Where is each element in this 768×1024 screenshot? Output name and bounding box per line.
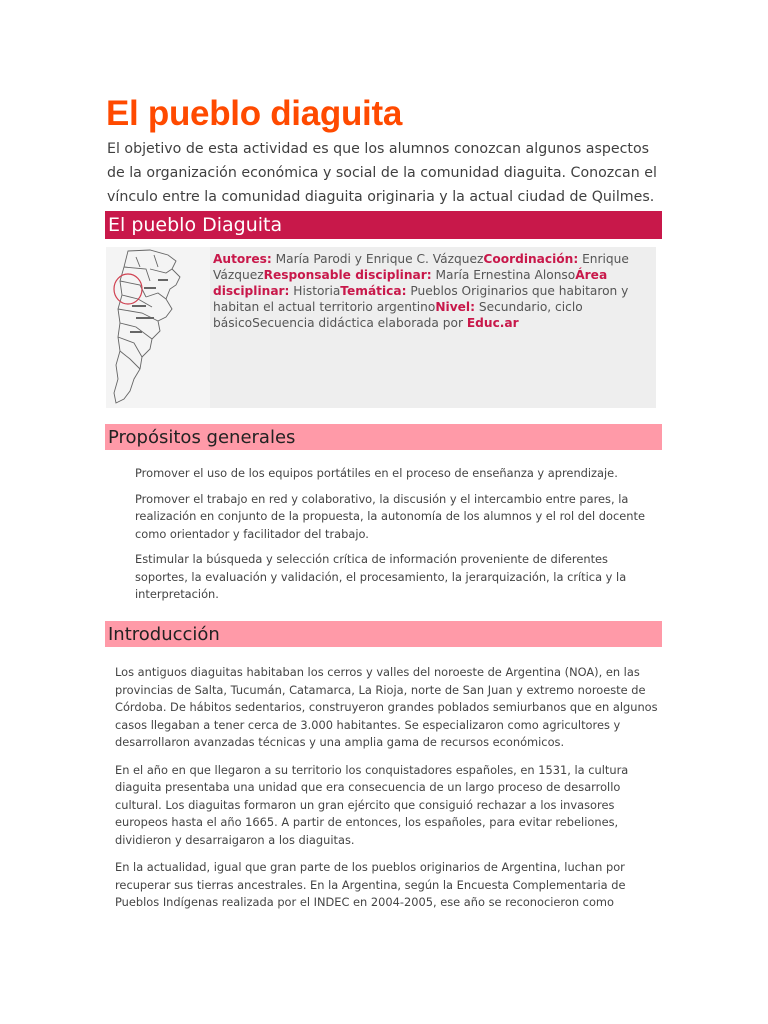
educar-link[interactable]: Educ.ar (466, 316, 519, 330)
introduction-paragraph: En la actualidad, igual que gran parte de los pueblos originarios de Argentina, luchan por recuperar sus tierras ancestrales. En la Argentina, según la Encuesta Complementaria de Pueblos Indígenas realizada por el INDEC en 2004-2005, ese año se reconocieron como (115, 860, 626, 909)
purposes-heading: Propósitos generales (105, 424, 662, 450)
autores-value: María Parodi y Enrique C. Vázquez (271, 252, 484, 266)
section-banner: El pueblo Diaguita (105, 211, 662, 239)
coordinacion-label: Coordinación: (483, 252, 579, 266)
purpose-item: Estimular la búsqueda y selección crítica de información proveniente de diferentes soportes, la evaluación y validación, el procesamiento, la jerarquización, la crítica y la interpretación. (135, 552, 627, 601)
nivel-label: Nivel: (435, 300, 475, 314)
introduction-paragraph: Los antiguos diaguitas habitaban los cerros y valles del noroeste de Argentina (NOA), en las provincias de Salta, Tucumán, Catamarca, La Rioja, norte de San Juan y extremo noroeste de Córdoba. De hábitos sedentarios, construyeron grandes poblados semiurbanos que en algunos casos llegaban a tener cerca de 3.000 habitantes. Se especializaron como agricultores y desarrollaron avanzadas técnicas y una amplia gama de recursos económicos. (115, 665, 658, 749)
tematica-label: Temática: (340, 284, 407, 298)
area-value: Historia (289, 284, 341, 298)
credits-text (213, 251, 651, 331)
introduction-heading: Introducción (105, 621, 662, 647)
tematica-value: Pueblos Originarios que habitaron y habitan el actual territorio argentino (213, 284, 629, 314)
purpose-item: Promover el uso de los equipos portátiles en el proceso de enseñanza y aprendizaje. (135, 466, 618, 480)
page-title: El pueblo diaguita (106, 94, 402, 133)
introduction-paragraph: En el año en que llegaron a su territorio los conquistadores españoles, en 1531, la cultura diaguita presentaba una unidad que era consecuencia de un largo proceso de desarrollo cultural. Los diaguitas formaron un gran ejército que consiguió rechazar a los invasores europeos hasta el año 1665. A partir de entonces, los españoles, para evitar rebeliones, dividieron y desarraigaron a los diaguitas. (115, 762, 629, 847)
introduction-body (115, 664, 660, 922)
coordinacion-value: Enrique Vázquez (213, 252, 629, 282)
intro-paragraph: El objetivo de esta actividad es que los alumnos conozcan algunos aspectos de la organización económica y social de la comunidad diaguita. Conozcan el vínculo entre la comunidad diaguita originaria y la actual ciudad de Quilmes. (107, 141, 657, 205)
credits-box (106, 247, 656, 408)
secuencia-text: Secuencia didáctica elaborada por (252, 316, 467, 330)
purposes-list (135, 465, 645, 612)
autores-label: Autores: (213, 252, 272, 266)
nivel-value: Secundario, ciclo básico (213, 300, 583, 330)
area-label: Área disciplinar: (213, 268, 608, 298)
map-icon (106, 247, 210, 408)
responsable-label: Responsable disciplinar: (263, 268, 432, 282)
responsable-value: María Ernestina Alonso (431, 268, 576, 282)
argentina-map-image (106, 247, 210, 408)
purpose-item: Promover el trabajo en red y colaborativo, la discusión y el intercambio entre pares, la realización en conjunto de la propuesta, la autonomía de los alumnos y el rol del docente como orientador y facilitador del trabajo. (135, 491, 645, 541)
